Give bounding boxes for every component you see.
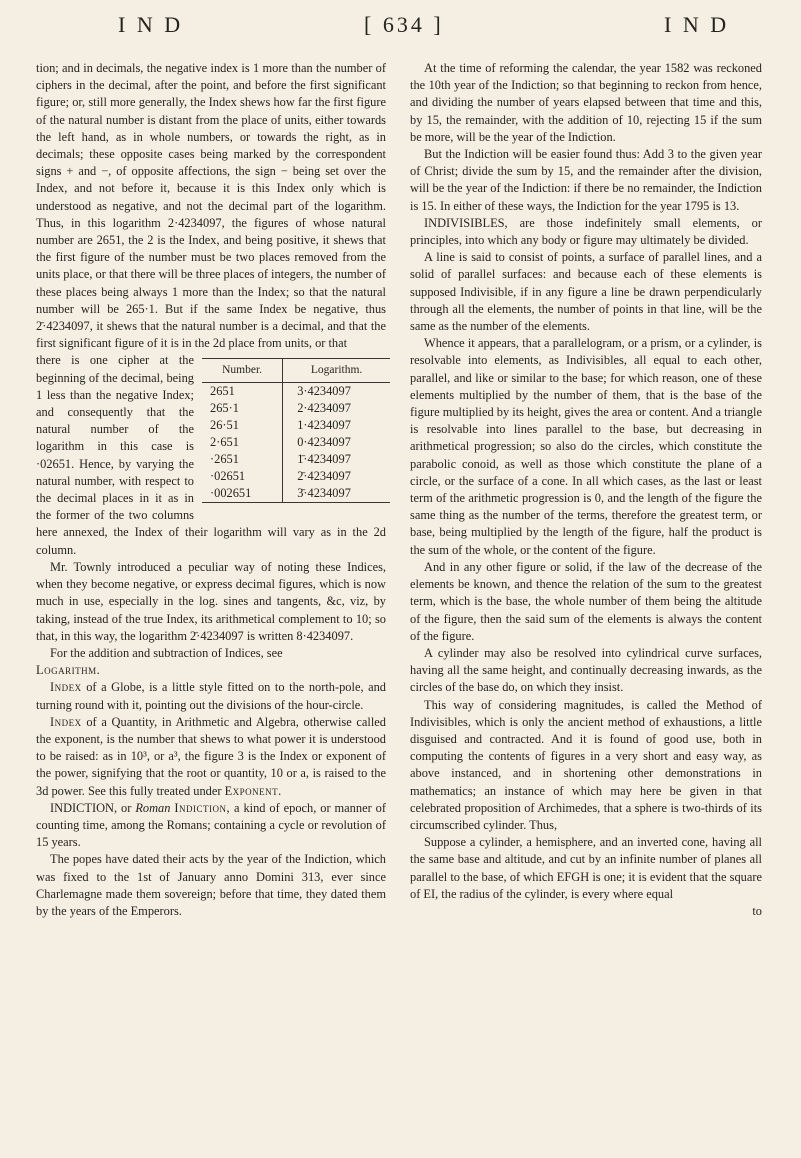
number-cell: 2·651 (202, 434, 283, 451)
entry-subhead: Indiction, (174, 800, 231, 815)
text-run: or (121, 800, 132, 815)
number-cell: 2651 (202, 383, 283, 401)
cross-reference: Exponent. (224, 783, 282, 798)
table-row (202, 451, 390, 468)
paragraph (36, 645, 386, 662)
table-row (202, 485, 390, 503)
text-run: are those indefinitely small elements, or principles, into which any body or figure may ultimately be divided. (410, 215, 762, 248)
entry-head: Index (50, 680, 82, 695)
number-logarithm-table-wrap (202, 358, 390, 503)
table-row (202, 400, 390, 417)
paragraph: A cylinder may also be resolved into cylindrical curve surfaces, having all the same height, and continually decreasing inwards, as the circles of the base do, on which they insist. (410, 645, 762, 695)
logarithm-cell: 0·4234097 (297, 435, 351, 450)
logarithm-cell: 3·4234097 (297, 384, 351, 399)
page-number: [ 634 ] (364, 12, 444, 37)
header-left-word: I N D (118, 12, 184, 37)
paragraph: This way of considering magnitudes, is called the Method of Indivisibles, which is only the ancient method of exhaustions, a little disguised and contracted. And it is found of good use, both in computing the contents of figures in a very short and easy way, as above instanced, and in shortening other demonstrations in mathematics; an instance of which may here be given in that celebrated proposition of Archimedes, that a sphere is two-thirds of its circumscribed cylinder. Thus, (410, 697, 762, 832)
running-header (0, 0, 801, 60)
entry-head: INDIVISIBLES, (424, 215, 508, 230)
logarithm-cell: 1̄·4234097 (297, 452, 351, 467)
paragraph: But the Indiction will be easier found thus: Add 3 to the given year of Christ; divide the sum by 15, and the remainder after the division, will be the year of the Indiction: if there be no remainder, the Indiction is 15. In either of these ways, the Indiction for the year 1795 is 13. (410, 147, 762, 213)
number-cell: 265·1 (202, 400, 283, 417)
logarithm-cell: 2·4234097 (297, 401, 351, 416)
italic-term: Roman (135, 800, 171, 815)
catchword: to (752, 903, 762, 918)
logarithm-cell: 3̄·4234097 (283, 485, 390, 503)
text-run: of a Quantity, in Arithmetic and Algebra, otherwise called the exponent, is the number that shews to what power it is understood to be raised: as in 10³, or a³, the figure 3 is the Index or exponent of the power, signifying that the root or quantity, 10 or a, is raised to the 3d power. See this fully treated under (36, 714, 386, 798)
logarithm-cell: 1·4234097 (297, 418, 351, 433)
table-row (202, 434, 390, 451)
text-run: of a Globe, is a little style fitted on to the north-pole, and turning round with it, pointing out the divisions of the hour-circle. (36, 680, 386, 712)
paragraph: And in any other figure or solid, if the law of the decrease of the elements be known, and thence the relation of the sum to the greatest term, which is the base, the whole number of them being the altitude of the figure, then the said sum of the elements is always the content of the figure. (410, 559, 762, 643)
table-row (202, 468, 390, 485)
number-logarithm-table (202, 358, 390, 503)
text-run: a kind of epoch, or manner of counting time, among the Romans; containing a cycle or revolution of 15 years. (36, 800, 386, 850)
text-run: For the addition and subtraction of Indices, see (50, 645, 283, 660)
left-column (36, 60, 386, 920)
paragraph (36, 662, 386, 679)
header-right-word: I N D (664, 12, 730, 37)
number-cell: 26·51 (202, 417, 283, 434)
number-cell: ·02651 (202, 468, 283, 485)
number-cell: ·002651 (202, 485, 283, 503)
paragraph: Suppose a cylinder, a hemisphere, and an inverted cone, having all the same base and altitude, and cut by an infinite number of planes all parallel to the base, of which EFGH is one; it is evident that the square of EI, the radius of the cylinder, is every where equal (410, 835, 762, 901)
paragraph: Whence it appears, that a parallelogram, or a prism, or a cylinder, is resolvable into elements, as Indivisibles, all equal to each other, parallel, and like or similar to the base; for which reason, one of these elements multiplied by the number of them, that is the base of the figure multiplied by its height, gives the area or content. And a triangle is resolvable into lines parallel to the base, but decreasing in arithmetical progression; so also do the circles, which constitute the parabolic conoid, as well as those which constitute the plane of a circle, or the surface of a cone. In all which cases, as the last or least term of the arithmetic progression is 0, and the length of the figure the same thing as the number of the terms, therefore the greatest term, or base, being multiplied by the length of the figure, half the product is the sum of the whole, or the content of the figure. (410, 336, 762, 557)
number-cell: ·2651 (202, 451, 283, 468)
table-row (202, 417, 390, 434)
table-header-logarithm: Logarithm. (283, 359, 390, 383)
paragraph (410, 215, 762, 249)
paragraph: tion; and in decimals, the negative index is 1 more than the number of ciphers in the decimal, after the point, and before the first significant figure; or, still more generally, the Index shews how far the first figure of the natural number is distant from the place of units, either towards the left hand, as in whole numbers, or towards the right, as in decimals; these opposite cases being marked by the correspondent signs + and −, of opposite affections, the sign − being set over the Index, and not before it, because it is this Index only which is understood as negative, and not the decimal part of the logarithm. Thus, in this logarithm 2·4234097, the figures of whose natural number are 2651, the 2 is the Index, and being positive, it shews that the first figure of the number must be two places removed from the units place, or that there will be three places of integers, the number of these places being always 1 more than the Index; so that the natural number will be 265·1. But if the same Index be negative, thus 2̄·4234097, it shews that the natural number is a decimal, and that the first significant figure of it is in the 2d place from units, or that (36, 61, 386, 351)
cross-reference: Logarithm. (36, 663, 101, 678)
table-header-number: Number. (202, 359, 283, 383)
paragraph (36, 679, 386, 713)
entry-head: Index (50, 714, 82, 729)
paragraph: there is one cipher at the beginning of the decimal, being 1 less than the negative Index; and consequently that the natural number of the logarithm in this case is ·02651. Hence, by varying the natural number, with respect to the decimal places in it as in the former of the two columns here annexed, the Index of their logarithm will vary as in the 2d column. (36, 353, 386, 557)
logarithm-cell: 2̄·4234097 (297, 469, 351, 484)
paragraph (36, 714, 386, 800)
paragraph: The popes have dated their acts by the year of the Indiction, which was fixed to the 1st of January anno Domini 313, ever since Charlemagne made them sovereign; before that time, they dated them by the years of the Emperors. (36, 852, 386, 918)
paragraph: A line is said to consist of points, a surface of parallel lines, and a solid of parallel surfaces: and because each of these elements is supposed Indivisible, if in any figure a line be drawn perpendicularly through all the elements, the number of points in that line, will be the same as the number of the elements. (410, 250, 762, 334)
paragraph (36, 800, 386, 852)
right-column (410, 60, 762, 920)
paragraph: At the time of reforming the calendar, the year 1582 was reckoned the 10th year of the Indiction; so that beginning to reckon from hence, and dividing the number of years elapsed between that time and this, by 15, the remainder, with the addition of 10, rejecting 15 if the sum be more, will be the year of the Indiction. (410, 61, 762, 144)
entry-head: INDICTION, (50, 800, 118, 815)
paragraph: Mr. Townly introduced a peculiar way of noting these Indices, when they become negative, or express decimal figures, which is now much in use, especially in the log. sines and tangents, &c, viz, by taking, instead of the true Index, its arithmetical complement to 10; so that, in this way, the logarithm 2̄·4234097 is written 8·4234097. (36, 559, 386, 643)
table-row (202, 383, 390, 401)
